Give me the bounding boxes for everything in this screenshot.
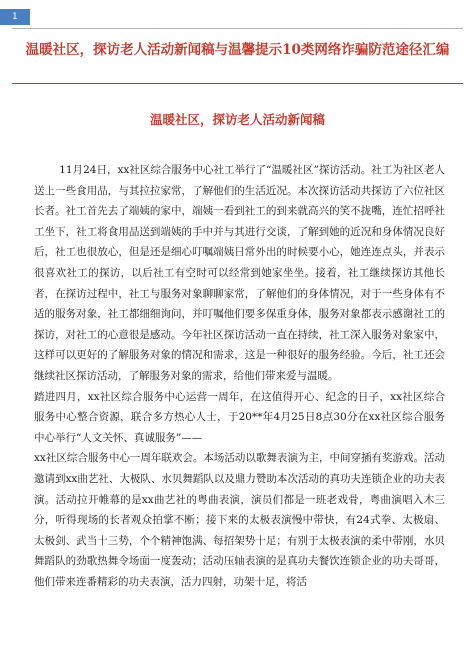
paragraph-visit: 11月24日，xx社区综合服务中心社工举行了“温暖社区”探访活动。社工为社区老人送上一些食用品，与其拉拉家常，了解他们的生活近况。本次探访活动共探访了六位社区长者。社工首先去了端姨的家中，端姨一看到社工的到来就高兴的笑不拢嘴，连忙招呼社工坐下，社工将食用品送到端姨的手中并与其进行交谈，了解到她的近况和身体情况良好后，社工也很放心，但是还是细心叮嘱端姨日常外出的时候要小心，她连连点头，并表示很喜欢社工的探访，以后社工有空时可以经常到她家坐坐。接着，社工继续探访其他长者，在探访过程中，社工与服务对象聊聊家常，了解他们的身体情况，对于一些身体有不适的服务对象，社工都细细询问，并叮嘱他们要多保重身体，服务对象都表示感谢社工的探访，对社工的心意很是感动。今年社区探访活动一直在持续，社工深入服务对象家中，这样可以更好的了解服务对象的情况和需求，这是一种很好的服务经验。今后，社工还会继续社区探访活动，了解服务对象的需求，给他们带来爱与温暖。 xyxy=(34,164,445,382)
paragraph-anniversary: 踏进四月，xx社区综合服务中心运营一周年，在这值得开心、纪念的日子，xx社区综合服务中心整合资源，联合多方热心人士，于20**年4月25日8点30分在xx社区综合服务中心举行“人文关怀、真诚服务”—— xyxy=(34,390,445,444)
article-title: 温暖社区，探访老人活动新闻稿 xyxy=(149,112,325,127)
page-number-badge: 1 xyxy=(0,9,30,25)
paragraph-performance: xx社区综合服务中心一周年联欢会。本场活动以歌舞表演为主，中间穿插有奖游戏。活动邀请到xx曲艺社、大极队、水贝舞蹈队以及鼎力赞助本次活动的真功夫连锁企业的功夫表演。活动拉开帷幕的是xx曲艺社的粤曲表演，演员们都是一班老戏骨，粤曲演唱入木三分，听得现场的长者观众拍掌不断；接下来的太极表演慢中带快，有24式拳、太极扇、太极剑、武当十三势，个个精神饱满、每招架势十足；有别于太极表演的柔中带刚，水贝舞蹈队的劲歌热舞令场面一度轰动；活动压轴表演的是真功夫餐饮连锁企业的功夫哥哥，他们带来连番精彩的功夫表演，活力四射，功架十足，将活 xyxy=(34,452,445,588)
article-body xyxy=(34,160,445,592)
title-divider xyxy=(12,83,463,84)
header-divider xyxy=(12,28,463,29)
document-title: 温暖社区，探访老人活动新闻稿与温馨提示10类网络诈骗防范途径汇编 xyxy=(25,42,450,58)
